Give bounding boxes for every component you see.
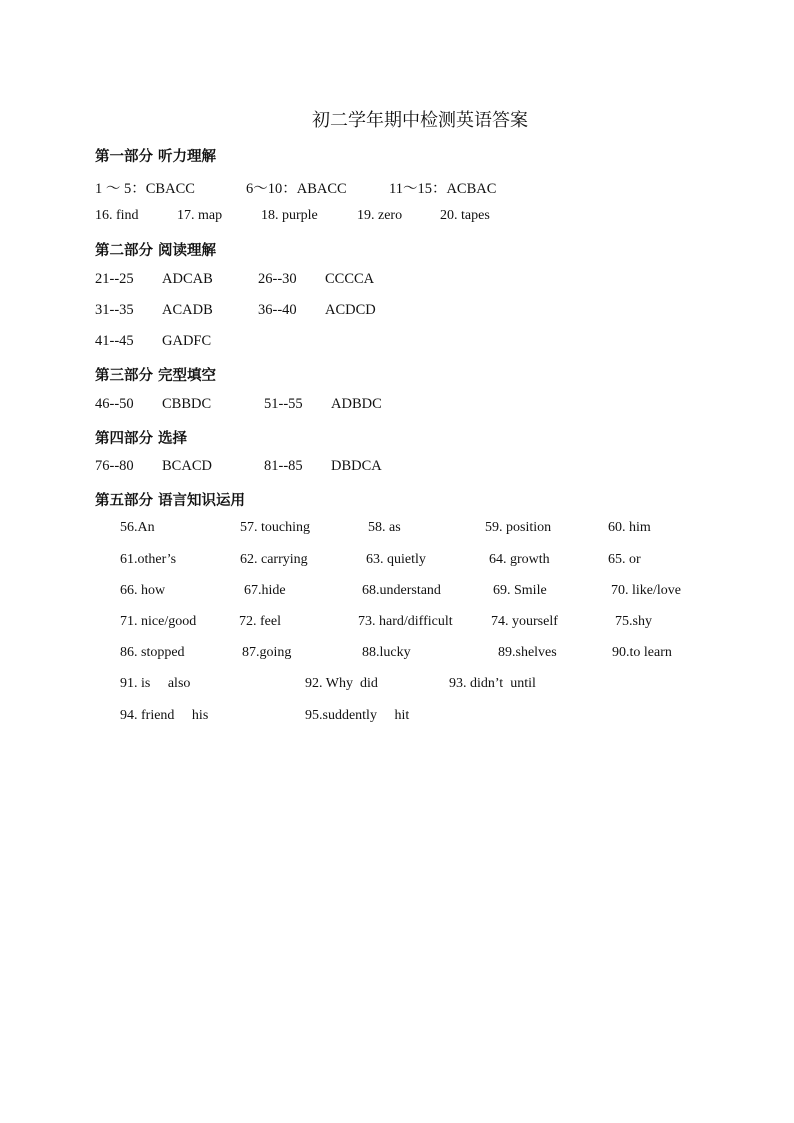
language-answer: 86. stopped	[120, 645, 185, 660]
language-answer: 89.shelves	[498, 645, 557, 660]
language-answer: 62. carrying	[240, 552, 308, 567]
reading-answer: CCCCA	[325, 271, 375, 287]
reading-range: 31--35	[95, 302, 134, 318]
listening-group-2: 6～10：ABACC	[246, 181, 347, 197]
language-answer: 72. feel	[239, 614, 281, 629]
reading-answer: ADCAB	[162, 271, 213, 287]
language-answer: 69. Smile	[493, 583, 547, 598]
listening-group-1: 1 ～ 5：CBACC	[95, 181, 195, 197]
language-answer: 94. friend his	[120, 708, 209, 723]
cloze-range: 51--55	[264, 396, 303, 412]
language-answer: 57. touching	[240, 520, 310, 535]
language-answer: 92. Why did	[305, 676, 378, 691]
section-reading-heading: 第二部分 阅读理解	[95, 243, 217, 259]
language-answer: 90.to learn	[612, 645, 672, 660]
language-answer: 56.An	[120, 520, 155, 535]
language-answer: 63. quietly	[366, 552, 426, 567]
language-answer: 71. nice/good	[120, 614, 197, 629]
language-answer: 93. didn’t until	[449, 676, 536, 691]
language-answer: 74. yourself	[491, 614, 558, 629]
page-title: 初二学年期中检测英语答案	[312, 110, 528, 131]
language-answer: 61.other’s	[120, 552, 177, 567]
language-answer: 58. as	[368, 520, 401, 535]
reading-range: 26--30	[258, 271, 297, 287]
listening-fill-20: 20. tapes	[440, 208, 490, 223]
reading-answer: ACADB	[162, 302, 213, 318]
choice-range: 81--85	[264, 458, 303, 474]
language-answer: 70. like/love	[611, 583, 681, 598]
language-answer: 73. hard/difficult	[358, 614, 453, 629]
language-answer: 66. how	[120, 583, 166, 598]
language-answer: 95.suddently hit	[305, 708, 410, 723]
choice-range: 76--80	[95, 458, 134, 474]
listening-fill-18: 18. purple	[261, 208, 318, 223]
reading-answer: ACDCD	[325, 302, 376, 318]
language-answer: 75.shy	[615, 614, 652, 629]
section-language-heading: 第五部分 语言知识运用	[95, 493, 246, 509]
language-answer: 91. is also	[120, 676, 191, 691]
section-cloze-heading: 第三部分 完型填空	[95, 368, 217, 384]
choice-answer: BCACD	[162, 458, 212, 474]
cloze-answer: CBBDC	[162, 396, 212, 412]
section-listening-heading: 第一部分 听力理解	[95, 149, 217, 165]
listening-fill-17: 17. map	[177, 208, 223, 223]
language-answer: 87.going	[242, 645, 292, 660]
reading-range: 36--40	[258, 302, 297, 318]
language-answer: 64. growth	[489, 552, 550, 567]
reading-range: 21--25	[95, 271, 134, 287]
section-choice-heading: 第四部分 选择	[95, 431, 188, 447]
reading-range: 41--45	[95, 333, 134, 349]
language-answer: 59. position	[485, 520, 552, 535]
cloze-answer: ADBDC	[331, 396, 382, 412]
choice-answer: DBDCA	[331, 458, 382, 474]
language-answer: 65. or	[608, 552, 641, 567]
listening-fill-19: 19. zero	[357, 208, 403, 223]
language-answer: 60. him	[608, 520, 651, 535]
language-answer: 88.lucky	[362, 645, 411, 660]
cloze-range: 46--50	[95, 396, 134, 412]
listening-fill-16: 16. find	[95, 208, 139, 223]
language-answer: 68.understand	[362, 583, 441, 598]
listening-group-3: 11～15：ACBAC	[389, 181, 497, 197]
reading-answer: GADFC	[162, 333, 212, 349]
language-answer: 67.hide	[244, 583, 286, 598]
